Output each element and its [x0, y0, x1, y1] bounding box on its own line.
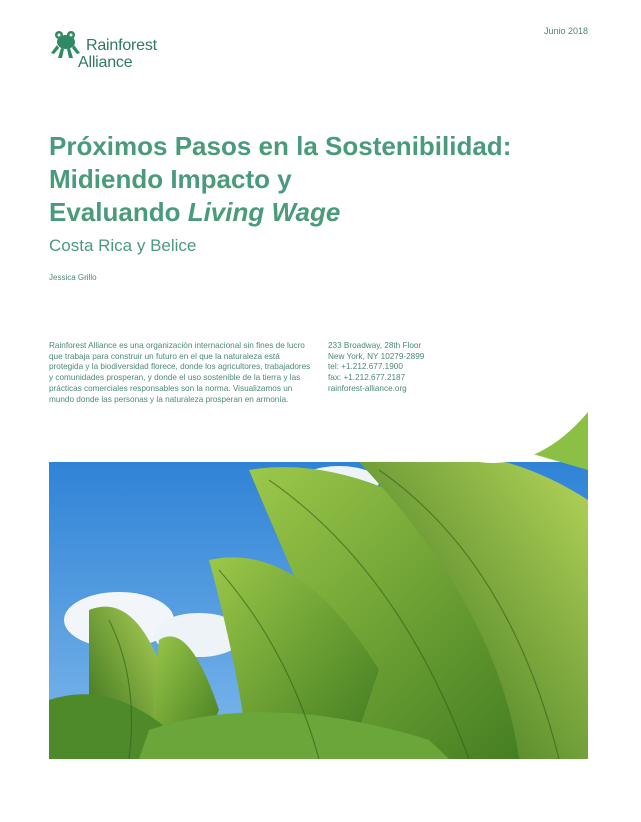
- document-title: [49, 130, 589, 229]
- logo-text-alliance: Alliance: [78, 54, 133, 71]
- publication-date: Junio 2018: [543, 26, 588, 36]
- cover-photo-banana-leaves: [49, 410, 588, 759]
- title-line-3-italic: Living Wage: [187, 197, 341, 227]
- fax-number: fax: +1.212.677.2187: [328, 373, 406, 383]
- document-subtitle: Costa Rica y Belice: [49, 236, 197, 255]
- phone-number: tel: +1.212.677.1900: [328, 362, 403, 372]
- rainforest-alliance-logo: [49, 27, 179, 73]
- title-line-2: Midiendo Impacto y: [49, 164, 292, 194]
- website-link[interactable]: rainforest-alliance.org: [328, 383, 407, 393]
- title-line-3-prefix: Evaluando: [49, 197, 188, 227]
- author-name: Jessica Grillo: [49, 273, 97, 282]
- logo-text-rainforest: Rainforest: [86, 37, 157, 54]
- address-line-2: New York, NY 10279-2899: [328, 351, 425, 361]
- address-line-1: 233 Broadway, 28th Floor: [328, 341, 422, 350]
- organization-description: Rainforest Alliance es una organización internacional sin fines de lucro que trabaja para construir un futuro en el que la naturaleza está protegida y la biodiversidad florece, donde los agricultores, trabajadores y comunidades prosperan, y donde el uso sostenible de la tierra y las prácticas comerciales responsables son la norma. Visualizamos un mundo donde las personas y la naturaleza prosperan en armonía.: [49, 341, 311, 404]
- contact-block: [328, 341, 488, 395]
- title-line-1: Próximos Pasos en la Sostenibilidad:: [49, 131, 512, 161]
